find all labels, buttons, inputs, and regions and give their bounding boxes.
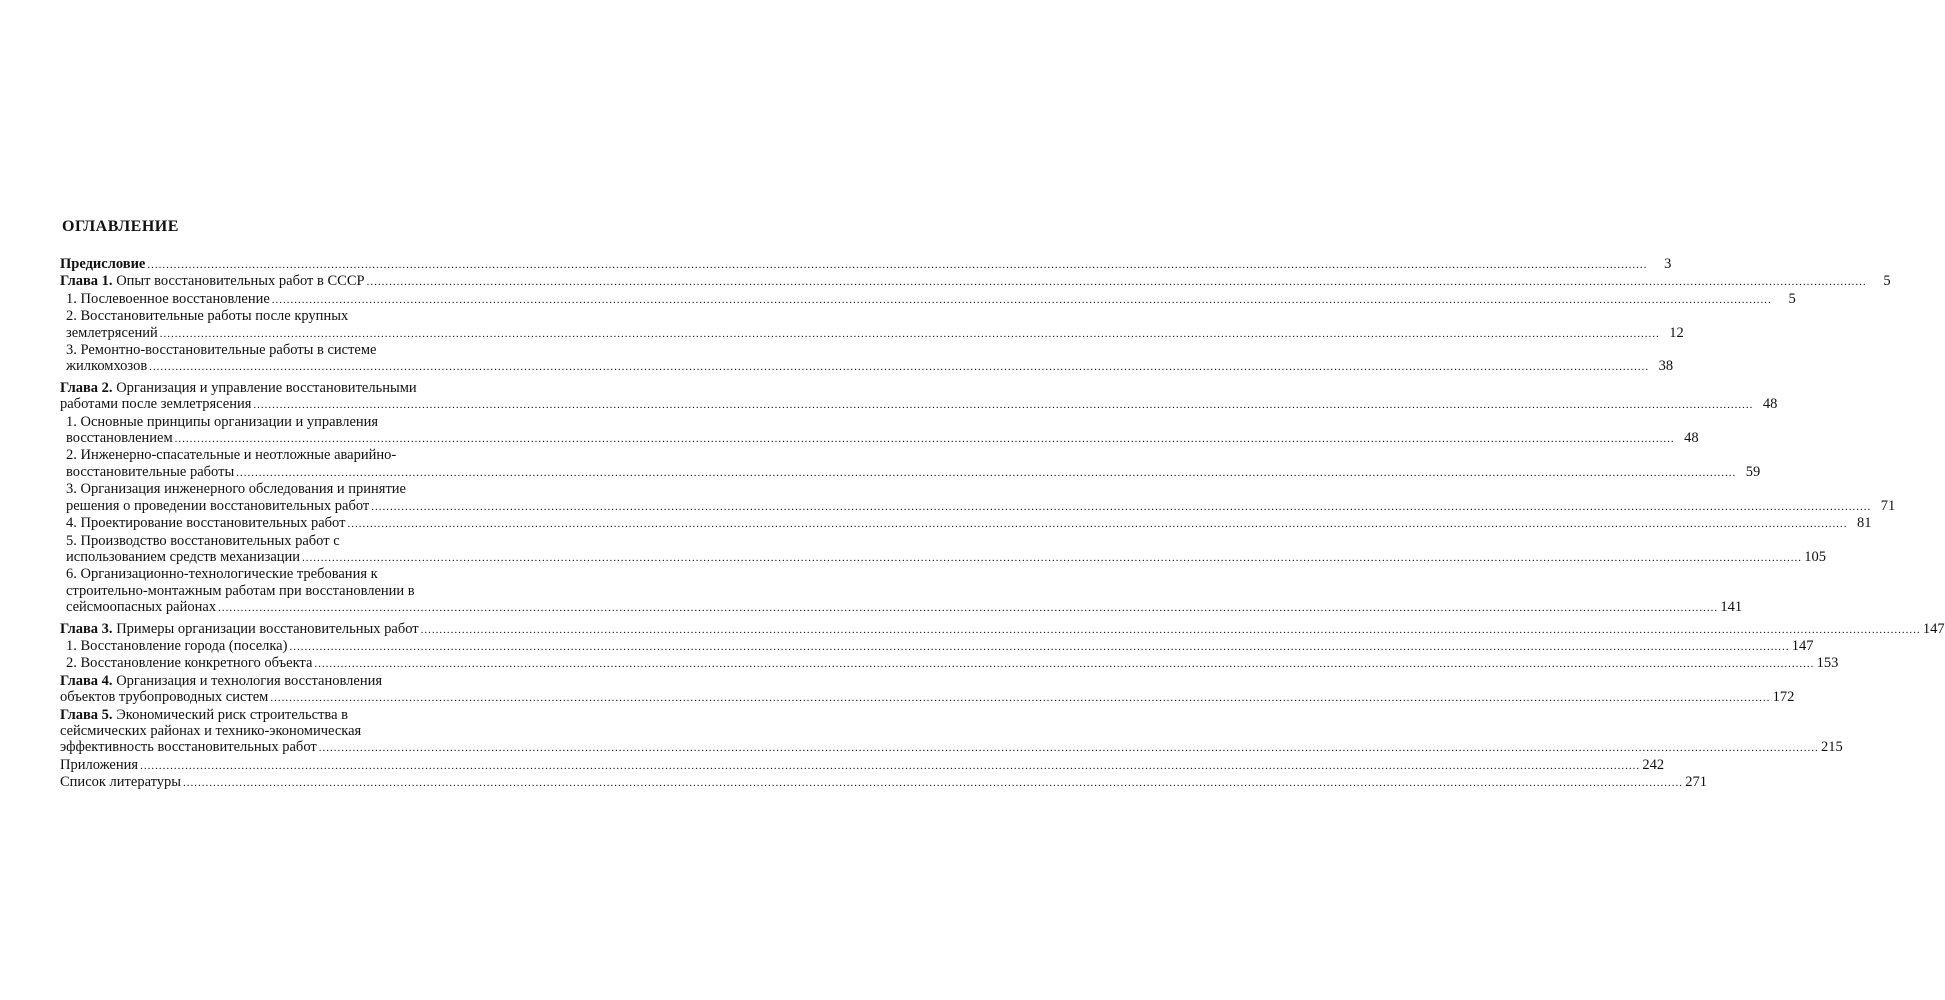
- toc-entry-text: [60, 707, 348, 723]
- toc-entry-text: [66, 325, 158, 341]
- toc-entry-title: Список литературы: [60, 774, 182, 791]
- toc-entry: [60, 706, 1843, 757]
- toc-entry-line: [60, 273, 1891, 290]
- toc-entry-title: 5. Производство восстановительных работ с: [66, 532, 340, 549]
- toc-entry-text: [60, 380, 417, 396]
- toc-entry-text: [66, 599, 216, 615]
- toc-entry-line: [66, 533, 600, 549]
- page-number: 147: [1922, 620, 1945, 637]
- toc-entry-text: [60, 689, 268, 705]
- page-number: 48: [1762, 396, 1778, 413]
- dot-leader: ................................................................................................................................................................................................................................................................................................................................................................................................................: [314, 658, 1815, 671]
- page-number: 215: [1820, 739, 1843, 756]
- toc-entry-line: [60, 673, 600, 689]
- toc-entry-text: [66, 447, 396, 463]
- toc-entry-title: 1. Основные принципы организации и управления: [66, 413, 379, 430]
- toc-entry: [66, 655, 1839, 672]
- dot-leader: ................................................................................................................................................................................................................................................................................................................................................................................................................: [302, 551, 1803, 564]
- dot-leader: ................................................................................................................................................................................................................................................................................................................................................................................................................: [347, 518, 1848, 531]
- toc-entry-title: решения о проведении восстановительных работ: [66, 497, 370, 514]
- toc-entry-title: Примеры организации восстановительных работ: [112, 620, 419, 637]
- toc-entry-line: [66, 583, 600, 599]
- toc-entry-line: [66, 414, 600, 430]
- toc-entry: [66, 413, 1699, 448]
- toc-entry-line: [66, 342, 600, 358]
- page-number: 3: [1664, 256, 1672, 272]
- page-number: 172: [1772, 689, 1795, 706]
- page-number: 5: [1788, 290, 1796, 307]
- chapter-label: Глава 1.: [60, 273, 113, 290]
- toc-entry: [66, 342, 1674, 376]
- toc-entry-title: жилкомхозов: [66, 358, 148, 375]
- dot-leader: ................................................................................................................................................................................................................................................................................................................................................................................................................: [236, 466, 1737, 479]
- toc-entry-title: 1. Послевоенное восстановление: [66, 290, 270, 307]
- toc-entry-title: строительно-монтажным работам при восстановлении в: [66, 582, 415, 599]
- toc-entry: [66, 637, 1814, 655]
- toc-entry-text: [60, 774, 181, 790]
- toc-entry-text: [60, 256, 145, 272]
- dot-leader: ................................................................................................................................................................................................................................................................................................................................................................................................................: [147, 259, 1648, 271]
- page-number: 153: [1816, 655, 1839, 672]
- toc-entry-text: [66, 566, 378, 582]
- toc-entry: [66, 566, 1743, 616]
- toc-entry-line: [60, 689, 1795, 706]
- toc-entry-title: 3. Ремонтно-восстановительные работы в системе: [66, 342, 377, 359]
- toc-entry-line: [66, 655, 1839, 672]
- toc-entry-title: Организация и технология восстановления: [112, 672, 383, 689]
- chapter-label: Глава 3.: [60, 620, 113, 637]
- page-number: 71: [1880, 497, 1896, 514]
- toc-entry-title: объектов трубопроводных систем: [60, 689, 269, 706]
- toc-entry-line: [66, 515, 1872, 532]
- toc-entry-text: [66, 583, 415, 599]
- page-number: 271: [1685, 774, 1708, 791]
- toc-entry-text: [60, 739, 317, 755]
- toc-entry-text: [66, 291, 270, 307]
- toc-entry-text: [66, 308, 348, 324]
- toc-entry-title: 3. Организация инженерного обследования и принятие: [66, 481, 406, 498]
- toc-entry-title: восстановительные работы: [66, 463, 235, 480]
- toc-entry-line: [66, 324, 1684, 342]
- toc-entry-title: 2. Инженерно-спасательные и неотложные аварийно-: [66, 447, 397, 464]
- dot-leader: ................................................................................................................................................................................................................................................................................................................................................................................................................: [140, 759, 1641, 772]
- toc-entry-title: 2. Восстановительные работы после крупных: [66, 308, 349, 325]
- toc-entry-text: [60, 273, 365, 289]
- toc-entry-title: Организация и управление восстановительными: [112, 379, 417, 396]
- toc-entry-line: [60, 774, 1708, 791]
- toc-entry-line: [60, 756, 1665, 774]
- page-number: 5: [1883, 273, 1891, 290]
- toc-entry-text: [66, 430, 173, 446]
- page-number: 242: [1642, 756, 1665, 773]
- dot-leader: ................................................................................................................................................................................................................................................................................................................................................................................................................: [270, 692, 1771, 705]
- dot-leader: ................................................................................................................................................................................................................................................................................................................................................................................................................: [271, 293, 1772, 306]
- toc-entry: [60, 774, 1708, 791]
- toc-entry-line: [66, 358, 1674, 375]
- dot-leader: ................................................................................................................................................................................................................................................................................................................................................................................................................: [289, 640, 1790, 653]
- chapter-label: Глава 5.: [60, 706, 113, 723]
- toc-entry-text: [66, 358, 147, 374]
- dot-leader: ................................................................................................................................................................................................................................................................................................................................................................................................................: [253, 399, 1754, 412]
- toc-entry: [66, 481, 1896, 515]
- page-number: 147: [1791, 637, 1814, 654]
- page-number: 105: [1804, 548, 1827, 565]
- toc-entry-title: землетрясений: [66, 324, 158, 341]
- toc-entry-line: [66, 290, 1796, 308]
- dot-leader: ................................................................................................................................................................................................................................................................................................................................................................................................................: [159, 327, 1660, 340]
- toc-entry-line: [66, 463, 1761, 481]
- toc-entry-text: [66, 481, 406, 497]
- toc-entry: [66, 532, 1827, 567]
- table-of-contents: [60, 256, 1945, 792]
- toc-entry-line: [60, 620, 1945, 638]
- toc-entry-title: Опыт восстановительных работ в СССР: [112, 273, 365, 290]
- dot-leader: ................................................................................................................................................................................................................................................................................................................................................................................................................: [318, 742, 1819, 755]
- toc-entry-text: [66, 414, 378, 430]
- toc-entry-text: [66, 549, 300, 565]
- toc-entry-title: 1. Восстановление города (поселка): [66, 637, 288, 654]
- toc-entry: [66, 447, 1761, 481]
- toc-entry-line: [66, 599, 1743, 616]
- toc-entry-text: [66, 638, 287, 654]
- toc-entry: [60, 620, 1945, 638]
- dot-leader: ................................................................................................................................................................................................................................................................................................................................................................................................................: [149, 361, 1650, 374]
- toc-entry-text: [66, 342, 376, 358]
- toc-entry-line: [66, 497, 1896, 515]
- toc-entry-line: [66, 430, 1699, 447]
- toc-entry-line: [66, 637, 1814, 655]
- page-title: ОГЛАВЛЕНИЕ: [62, 218, 179, 235]
- toc-entry-title: восстановлением: [66, 430, 173, 447]
- toc-entry: [66, 290, 1796, 308]
- toc-entry: [66, 515, 1872, 532]
- toc-entry-line: [60, 380, 600, 396]
- toc-entry-line: [60, 256, 1672, 273]
- toc-entry: [60, 379, 1778, 414]
- dot-leader: ................................................................................................................................................................................................................................................................................................................................................................................................................: [183, 777, 1684, 790]
- toc-entry-title: сейсмоопасных районах: [66, 599, 217, 616]
- page-number: 59: [1745, 463, 1761, 480]
- toc-entry-text: [66, 498, 369, 514]
- toc-entry-line: [60, 396, 1778, 413]
- dot-leader: ................................................................................................................................................................................................................................................................................................................................................................................................................: [174, 433, 1675, 446]
- toc-entry: [66, 308, 1684, 342]
- toc-entry: [60, 256, 1672, 273]
- toc-entry-line: [60, 723, 600, 739]
- dot-leader: ................................................................................................................................................................................................................................................................................................................................................................................................................: [371, 500, 1872, 513]
- page-number: 141: [1720, 599, 1743, 616]
- dot-leader: ................................................................................................................................................................................................................................................................................................................................................................................................................: [420, 623, 1921, 636]
- toc-entry-title: 6. Организационно-технологические требования к: [66, 566, 378, 583]
- page-number: 12: [1669, 324, 1684, 341]
- toc-entry-text: [66, 533, 340, 549]
- toc-entry-title: Предисловие: [60, 256, 146, 272]
- toc-entry: [60, 273, 1891, 290]
- toc-entry-title: работами после землетрясения: [60, 396, 252, 413]
- page-number: 48: [1684, 430, 1699, 447]
- page-number: 81: [1856, 515, 1872, 532]
- toc-entry-text: [66, 464, 234, 480]
- toc-entry-text: [66, 515, 345, 531]
- toc-entry-line: [60, 739, 1843, 756]
- toc-entry-line: [66, 566, 600, 582]
- chapter-label: Глава 4.: [60, 672, 113, 689]
- toc-entry: [60, 672, 1795, 707]
- toc-entry-title: 2. Восстановление конкретного объекта: [66, 655, 313, 672]
- toc-entry-line: [66, 481, 600, 497]
- toc-entry-line: [60, 707, 600, 723]
- dot-leader: ................................................................................................................................................................................................................................................................................................................................................................................................................: [218, 602, 1719, 615]
- toc-entry-text: [60, 396, 251, 412]
- toc-entry-text: [60, 757, 138, 773]
- toc-entry-title: сейсмических районах и технико-экономическая: [60, 722, 362, 739]
- toc-entry-line: [66, 447, 600, 463]
- toc-entry-text: [60, 621, 419, 637]
- toc-entry-text: [60, 673, 382, 689]
- toc-entry-title: использованием средств механизации: [66, 548, 301, 565]
- chapter-label: Глава 2.: [60, 379, 113, 396]
- toc-entry-line: [66, 548, 1827, 566]
- toc-entry-text: [60, 723, 361, 739]
- toc-entry-text: [66, 655, 312, 671]
- toc-entry-title: эффективность восстановительных работ: [60, 739, 317, 756]
- page-number: 38: [1658, 358, 1674, 375]
- dot-leader: ................................................................................................................................................................................................................................................................................................................................................................................................................: [366, 276, 1867, 289]
- toc-entry: [60, 756, 1665, 774]
- toc-entry-title: Приложения: [60, 756, 139, 773]
- toc-entry-title: Экономический риск строительства в: [112, 706, 348, 723]
- toc-entry-title: 4. Проектирование восстановительных работ: [66, 515, 346, 532]
- toc-entry-line: [66, 308, 600, 324]
